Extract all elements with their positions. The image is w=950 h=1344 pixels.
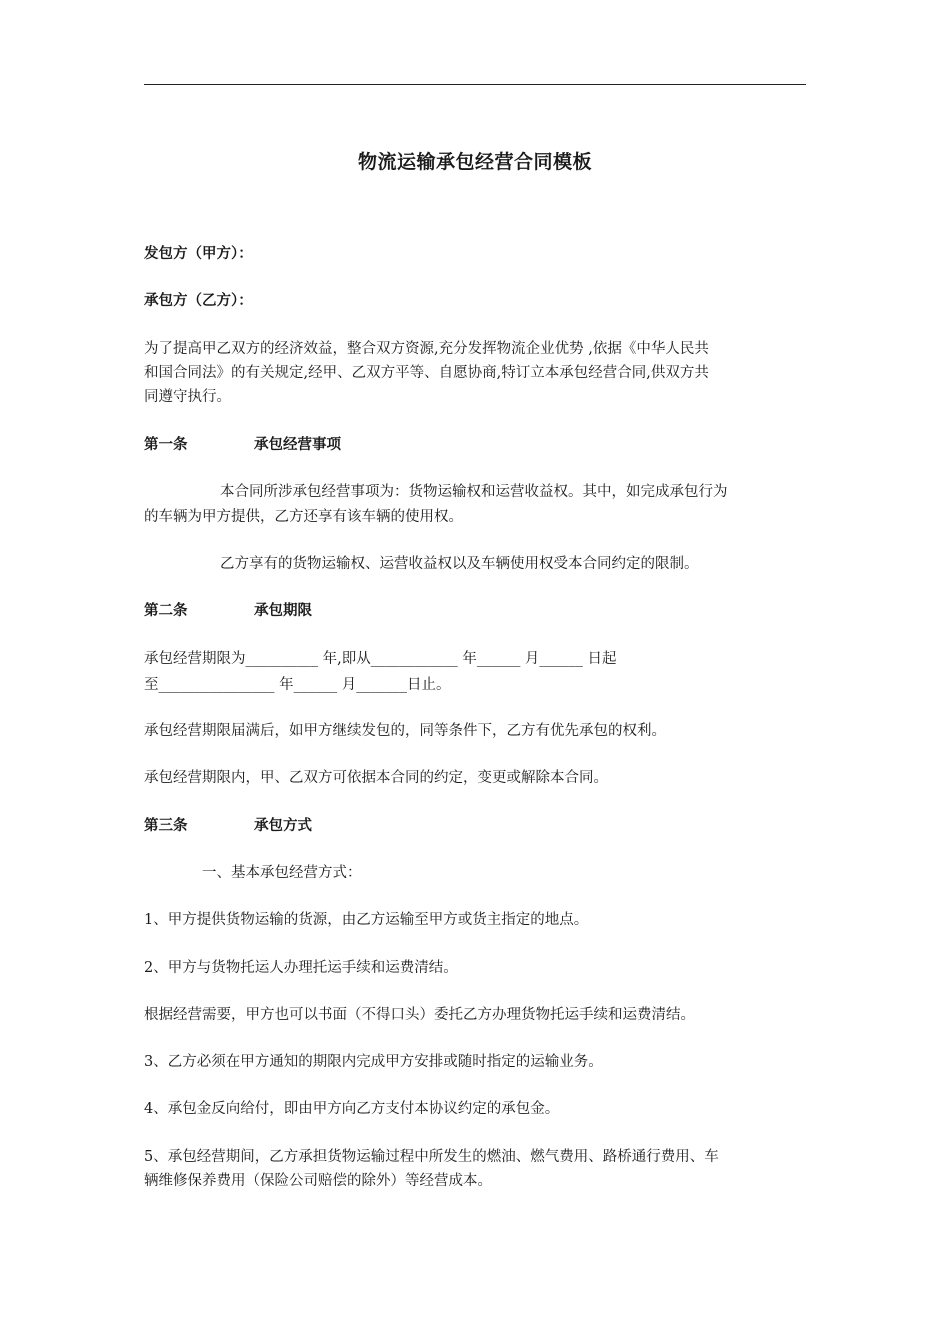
intro-line: 同遵守执行。 bbox=[144, 389, 231, 405]
article-number: 第一条 bbox=[144, 437, 188, 453]
article2-paragraph: 承包经营期限内，甲、乙双方可依据本合同的约定，变更或解除本合同。 bbox=[144, 770, 608, 786]
article2-paragraph: 承包经营期限届满后，如甲方继续发包的，同等条件下，乙方有优先承包的权利。 bbox=[144, 723, 666, 739]
article1-paragraph: 乙方享有的货物运输权、运营收益权以及车辆使用权受本合同约定的限制。 bbox=[220, 556, 699, 572]
article3-title: 承包方式 bbox=[254, 818, 312, 834]
article2-number: 第二条 bbox=[144, 603, 188, 619]
article1-heading bbox=[144, 436, 188, 454]
term-line: 承包经营期限为__________ 年,即从____________ 年______ 月______ 日起 bbox=[144, 651, 617, 667]
article3-item: 4、承包金反向给付，即由甲方向乙方支付本协议约定的承包金。 bbox=[144, 1101, 560, 1117]
article3-item: 5、承包经营期间，乙方承担货物运输过程中所发生的燃油、燃气费用、路桥通行费用、车 bbox=[144, 1149, 719, 1165]
party-a-label: 发包方（甲方）： bbox=[144, 246, 253, 262]
article2-title: 承包期限 bbox=[254, 603, 312, 619]
article3-item: 1、甲方提供货物运输的货源，由乙方运输至甲方或货主指定的地点。 bbox=[144, 912, 589, 928]
header-rule bbox=[144, 84, 806, 85]
article3-item-note: 根据经营需要，甲方也可以书面（不得口头）委托乙方办理货物托运手续和运费清结。 bbox=[144, 1007, 695, 1023]
intro-line: 为了提高甲乙双方的经济效益，整合双方资源,充分发挥物流企业优势 ,依据《中华人民共 bbox=[144, 341, 709, 357]
document-title: 物流运输承包经营合同模板 bbox=[357, 151, 592, 173]
party-b-label: 承包方（乙方）： bbox=[144, 293, 253, 309]
article1-paragraph-line: 的车辆为甲方提供，乙方还享有该车辆的使用权。 bbox=[144, 509, 463, 525]
article3-subheading: 一、基本承包经营方式： bbox=[202, 865, 362, 881]
article3-item: 2、甲方与货物托运人办理托运手续和运费清结。 bbox=[144, 960, 458, 976]
article1-paragraph-line: 本合同所涉承包经营事项为：货物运输权和运营收益权。其中，如完成承包行为 bbox=[220, 484, 728, 500]
article1-title: 承包经营事项 bbox=[254, 437, 341, 453]
article3-item: 3、乙方必须在甲方通知的期限内完成甲方安排或随时指定的运输业务。 bbox=[144, 1054, 603, 1070]
intro-line: 和国合同法》的有关规定,经甲、乙双方平等、自愿协商,特订立本承包经营合同,供双方共 bbox=[144, 365, 709, 381]
term-line: 至________________ 年______ 月_______日止。 bbox=[144, 677, 451, 693]
article3-number: 第三条 bbox=[144, 818, 188, 834]
article3-item: 辆维修保养费用（保险公司赔偿的除外）等经营成本。 bbox=[144, 1173, 492, 1189]
